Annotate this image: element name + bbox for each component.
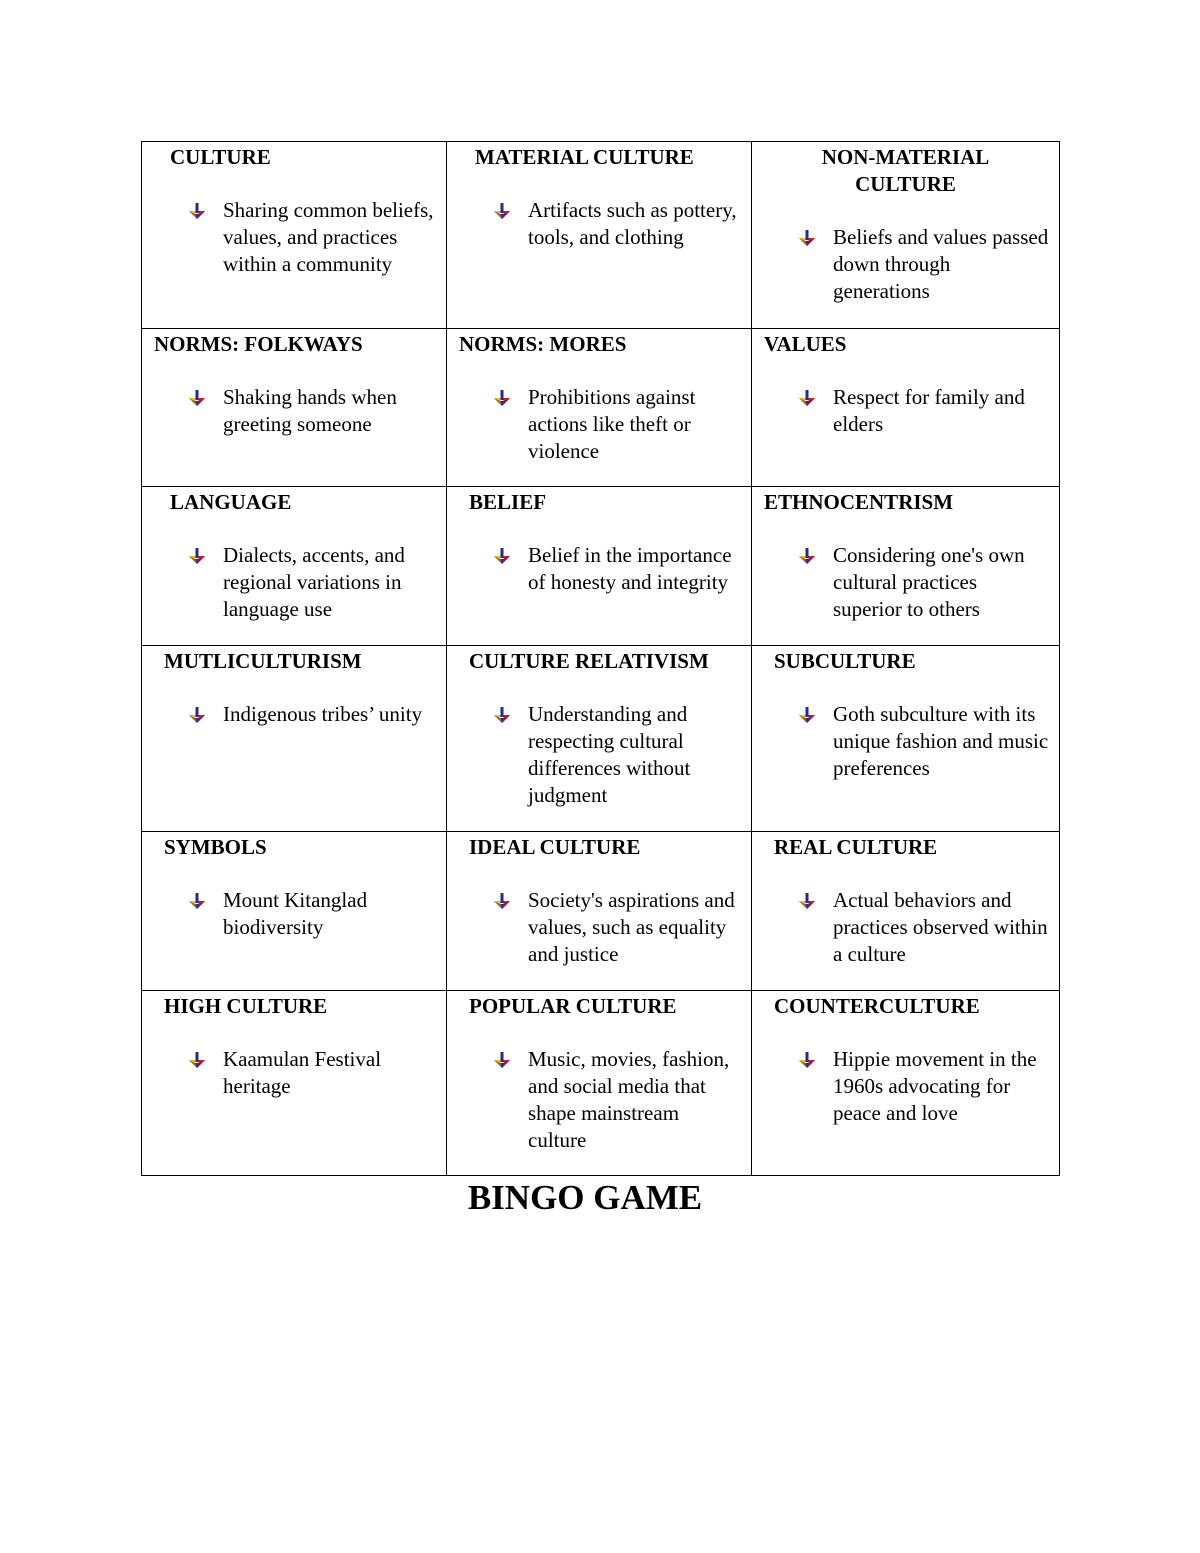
cell-text: Dialects, accents, and regional variations in language use: [223, 543, 405, 621]
cell-text: Mount Kitanglad biodiversity: [223, 888, 368, 939]
cell-text: Respect for family and elders: [833, 385, 1025, 436]
arrow-bullet-icon: [799, 230, 815, 246]
cell-heading: BELIEF: [469, 490, 547, 514]
cell-heading: IDEAL CULTURE: [469, 835, 641, 859]
cell-heading: COUNTERCULTURE: [774, 994, 980, 1018]
cell-text: Considering one's own cultural practices superior to others: [833, 543, 1025, 621]
arrow-bullet-icon: [189, 390, 205, 406]
cell-text: Prohibitions against actions like theft or violence: [528, 385, 696, 463]
cell-heading: LANGUAGE: [170, 490, 292, 514]
cell-text: Artifacts such as pottery, tools, and clothing: [528, 198, 737, 249]
cell-text: Sharing common beliefs, values, and practices within a community: [223, 198, 434, 276]
bingo-cell: [447, 832, 752, 991]
arrow-bullet-icon: [799, 1052, 815, 1068]
cell-heading: SUBCULTURE: [774, 649, 916, 673]
bingo-cell: [447, 329, 752, 487]
bingo-cell: [752, 646, 1060, 832]
bingo-cell: [142, 832, 447, 991]
bingo-cell: [752, 991, 1060, 1176]
arrow-bullet-icon: [494, 548, 510, 564]
cell-heading: SYMBOLS: [164, 835, 267, 859]
bingo-cell: [142, 142, 447, 329]
cell-heading: MUTLICULTURISM: [164, 649, 362, 673]
cell-heading: NORMS: FOLKWAYS: [154, 332, 363, 356]
bingo-cell: [752, 487, 1060, 646]
cell-heading: NON-MATERIAL CULTURE: [821, 145, 990, 196]
page-title: BINGO GAME: [467, 1178, 703, 1217]
bingo-cell: [142, 329, 447, 487]
bingo-cell: [752, 832, 1060, 991]
cell-text: Beliefs and values passed down through generations: [833, 225, 1049, 303]
arrow-bullet-icon: [494, 707, 510, 723]
arrow-bullet-icon: [494, 203, 510, 219]
cell-heading: MATERIAL CULTURE: [475, 145, 694, 169]
cell-heading: POPULAR CULTURE: [469, 994, 677, 1018]
arrow-bullet-icon: [799, 390, 815, 406]
cell-text: Understanding and respecting cultural differences without judgment: [528, 702, 691, 807]
cell-text: Music, movies, fashion, and social media that shape mainstream culture: [528, 1047, 730, 1152]
arrow-bullet-icon: [189, 893, 205, 909]
cell-text: Actual behaviors and practices observed within a culture: [833, 888, 1048, 966]
cell-text: Indigenous tribes’ unity: [223, 702, 423, 726]
bingo-grid: [141, 141, 1060, 1176]
cell-heading: HIGH CULTURE: [164, 994, 328, 1018]
arrow-bullet-icon: [799, 893, 815, 909]
cell-text: Kaamulan Festival heritage: [223, 1047, 382, 1098]
arrow-bullet-icon: [494, 893, 510, 909]
cell-heading: REAL CULTURE: [774, 835, 938, 859]
arrow-bullet-icon: [189, 548, 205, 564]
bingo-cell: [447, 646, 752, 832]
cell-text: Society's aspirations and values, such as equality and justice: [528, 888, 735, 966]
bingo-cell: [142, 991, 447, 1176]
bingo-cell: [447, 487, 752, 646]
bingo-cell: [752, 142, 1060, 329]
bingo-cell: [447, 142, 752, 329]
cell-heading: NORMS: MORES: [459, 332, 627, 356]
cell-heading: CULTURE: [170, 145, 271, 169]
arrow-bullet-icon: [799, 548, 815, 564]
bingo-cell: [752, 329, 1060, 487]
bingo-cell: [142, 646, 447, 832]
cell-heading: VALUES: [764, 332, 847, 356]
arrow-bullet-icon: [189, 707, 205, 723]
arrow-bullet-icon: [494, 1052, 510, 1068]
cell-text: Goth subculture with its unique fashion and music preferences: [833, 702, 1049, 780]
cell-text: Hippie movement in the 1960s advocating for peace and love: [833, 1047, 1037, 1125]
arrow-bullet-icon: [494, 390, 510, 406]
bingo-cell: [142, 487, 447, 646]
arrow-bullet-icon: [799, 707, 815, 723]
cell-heading: CULTURE RELATIVISM: [469, 649, 709, 673]
bingo-cell: [447, 991, 752, 1176]
cell-text: Shaking hands when greeting someone: [223, 385, 397, 436]
arrow-bullet-icon: [189, 1052, 205, 1068]
cell-heading: ETHNOCENTRISM: [764, 490, 954, 514]
cell-text: Belief in the importance of honesty and integrity: [528, 543, 732, 594]
arrow-bullet-icon: [189, 203, 205, 219]
